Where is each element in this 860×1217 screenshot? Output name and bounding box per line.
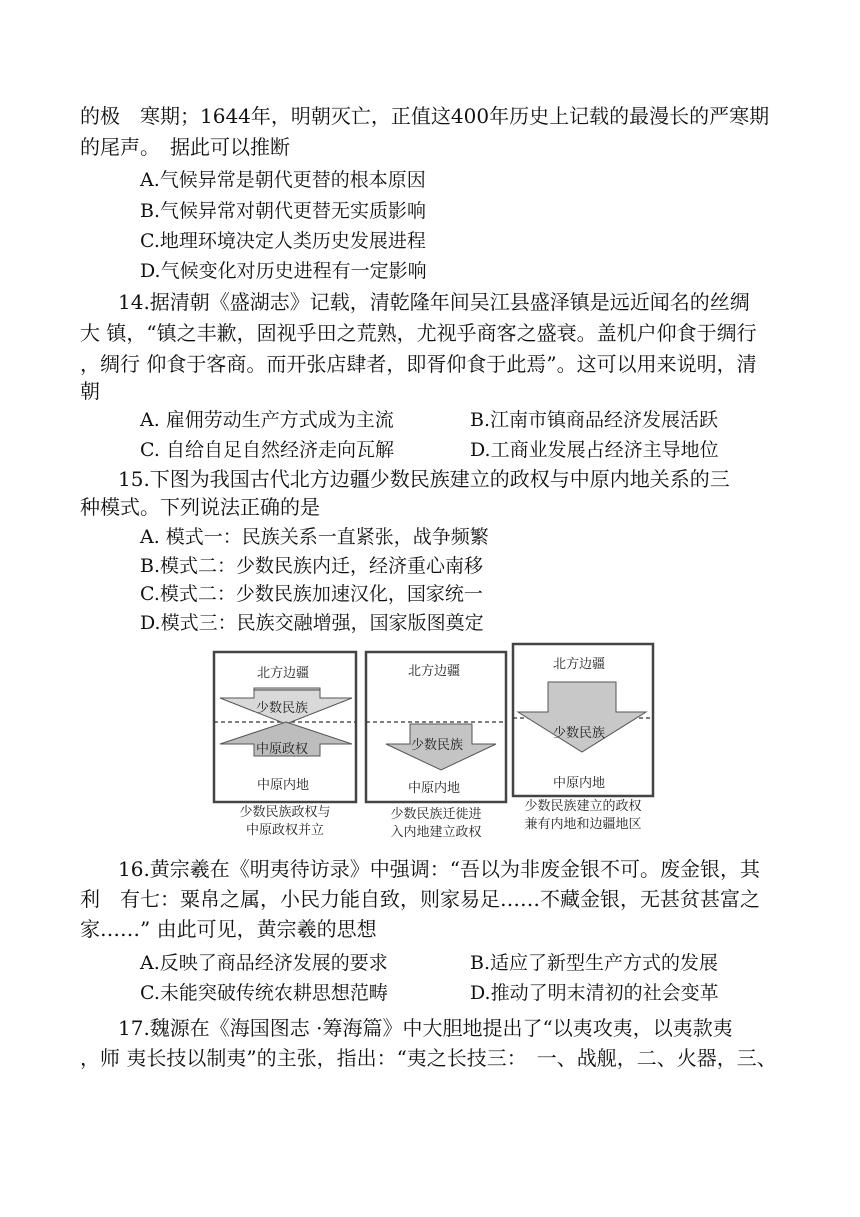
q14-option-c: C. 自给自足自然经济走向瓦解 (140, 439, 394, 461)
q14-text-line-3: ，绸行 仰食于客商。而开张店肆者，即胥仰食于此焉”。这可以用来说明，清 (80, 352, 757, 376)
q13-option-b: B.气候异常对朝代更替无实质影响 (140, 200, 427, 222)
panel-3-arrow-label: 少数民族 (553, 726, 606, 741)
q13-option-c: C.地理环境决定人类历史发展进程 (140, 230, 426, 252)
q15-text-line-1: 15.下图为我国古代北方边疆少数民族建立的政权与中原内地关系的三 (118, 467, 730, 491)
panel-1-mid-bottom-label: 中原政权 (256, 742, 309, 757)
panel-2-top-label: 北方边疆 (408, 664, 461, 679)
q14-option-b: B.江南市镇商品经济发展活跃 (470, 409, 719, 431)
panel-3-bottom-label: 中原内地 (553, 776, 606, 791)
panel-1-caption-line-1: 少数民族政权与 (239, 805, 331, 820)
relationship-models-figure (210, 640, 660, 845)
panel-3-caption (510, 798, 656, 834)
q16-text-line-3: 家……” 由此可见，黄宗羲的思想 (80, 917, 377, 941)
q15-option-d: D.模式三：民族交融增强，国家版图奠定 (140, 612, 484, 634)
panel-2-caption-line-2: 入内地建立政权 (390, 825, 482, 840)
q15-text-line-2: 种模式。下列说法正确的是 (80, 495, 320, 519)
q16-text-line-2: 利 有七：粟帛之属，小民力能自致，则家易足……不藏金银，无甚贫甚富之 (80, 887, 760, 911)
q15-option-b: B.模式二：少数民族内迁，经济重心南移 (140, 555, 484, 577)
q16-option-d: D.推动了明末清初的社会变革 (470, 982, 719, 1004)
panel-3-caption-line-1: 少数民族建立的政权 (524, 799, 642, 814)
panel-3-top-label: 北方边疆 (553, 657, 606, 672)
q13-text-line-1: 的极 寒期；1644年，明朝灭亡，正值这400年历史上记载的最漫长的严寒期 (80, 104, 770, 128)
q14-option-a: A. 雇佣劳动生产方式成为主流 (140, 409, 394, 431)
q13-text-line-2: 的尾声。 据此可以推断 (80, 135, 290, 159)
q17-text-line-1: 17.魏源在《海国图志 ·筹海篇》中大胆地提出了“以夷攻夷，以夷款夷 (118, 1016, 733, 1040)
q15-option-a: A. 模式一：民族关系一直紧张，战争频繁 (140, 526, 489, 548)
panel-2-caption-line-1: 少数民族迁徙进 (390, 807, 482, 822)
panel-1-mid-top-label: 少数民族 (256, 701, 309, 716)
q14-text-line-2: 大 镇，“镇之丰歉，固视乎田之荒熟，尤视乎商客之盛衰。盖机户仰食于绸行 (80, 321, 757, 345)
q16-text-line-1: 16.黄宗羲在《明夷待访录》中强调：“吾以为非废金银不可。废金银，其 (118, 857, 761, 881)
q16-option-a: A.反映了商品经济发展的要求 (140, 952, 388, 974)
q13-option-d: D.气候变化对历史进程有一定影响 (140, 260, 427, 282)
q15-option-c: C.模式二：少数民族加速汉化，国家统一 (140, 583, 483, 605)
panel-2-bottom-label: 中原内地 (408, 781, 461, 796)
panel-1-bottom-label: 中原内地 (257, 778, 310, 793)
q17-text-line-2: ，师 夷长技以制夷”的主张，指出：“夷之长技三： 一、战舰，二、火器，三、 (80, 1046, 777, 1070)
q13-option-a: A.气候异常是朝代更替的根本原因 (140, 169, 426, 191)
q14-option-d: D.工商业发展占经济主导地位 (470, 439, 719, 461)
panel-1-caption-line-2: 中原政权并立 (245, 823, 324, 838)
panel-2-caption (366, 806, 506, 842)
q14-text-line-1: 14.据清朝《盛湖志》记载，清乾隆年间吴江县盛泽镇是远近闻名的丝绸 (118, 290, 750, 314)
panel-3-caption-line-2: 兼有内地和边疆地区 (524, 817, 642, 832)
q14-text-line-4: 朝 (80, 379, 100, 403)
panel-1-top-label: 北方边疆 (257, 666, 310, 681)
panel-2-arrow-label: 少数民族 (411, 738, 464, 753)
q16-option-c: C.未能突破传统农耕思想范畴 (140, 982, 388, 1004)
panel-1-caption (214, 804, 356, 840)
q16-option-b: B.适应了新型生产方式的发展 (470, 952, 719, 974)
